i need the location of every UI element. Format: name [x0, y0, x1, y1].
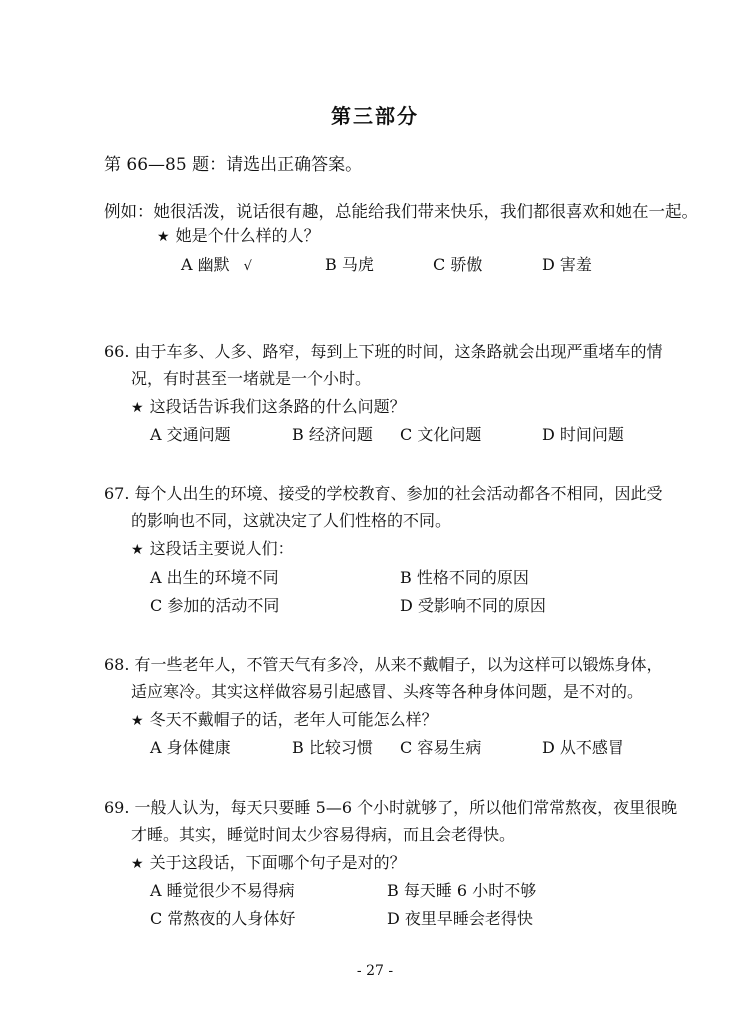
question-68-option-b: B 比较习惯 [292, 738, 373, 757]
question-68-prompt: ★ 冬天不戴帽子的话，老年人可能怎么样？ [131, 710, 438, 729]
example-option-b: B 马虎 [325, 255, 374, 274]
checkmark-icon: √ [243, 259, 252, 274]
example-label: 例如： [104, 202, 154, 221]
question-68-line-1: 68. 有一些老年人，不管天气有多冷，从来不戴帽子，以为这样可以锻炼身体， [104, 655, 663, 674]
question-66-option-c: C 文化问题 [400, 425, 482, 444]
question-67-line-2: 的影响也不同，这就决定了人们性格的不同。 [131, 511, 452, 530]
example-option-d: D 害羞 [542, 255, 592, 274]
question-69-option-b: B 每天睡 6 小时不够 [387, 881, 537, 900]
star-icon: ★ [157, 229, 170, 245]
question-67-prompt: ★ 这段话主要说人们： [131, 539, 294, 558]
star-icon: ★ [131, 542, 144, 558]
star-icon: ★ [131, 713, 144, 729]
question-69-prompt: ★ 关于这段话，下面哪个句子是对的？ [131, 853, 406, 872]
question-number: 66. [104, 342, 130, 361]
question-68-option-c: C 容易生病 [400, 738, 482, 757]
question-66-option-d: D 时间问题 [542, 425, 624, 444]
question-66-option-b: B 经济问题 [292, 425, 373, 444]
question-67-option-d: D 受影响不同的原因 [400, 596, 546, 615]
question-66-line-1: 66. 由于车多、人多、路窄，每到上下班的时间，这条路就会出现严重堵车的情 [104, 342, 663, 361]
question-number: 68. [104, 655, 130, 674]
question-69-line-2: 才睡。其实，睡觉时间太少容易得病，而且会老得快。 [131, 825, 516, 844]
question-number: 67. [104, 484, 130, 503]
star-icon: ★ [131, 400, 144, 416]
example-option-c: C 骄傲 [433, 255, 483, 274]
question-69-option-a: A 睡觉很少不易得病 [150, 881, 295, 900]
section-title: 第三部分 [331, 104, 419, 128]
question-67-option-a: A 出生的环境不同 [150, 568, 279, 587]
example-text: 她很活泼，说话很有趣，总能给我们带来快乐，我们都很喜欢和她在一起。 [153, 202, 698, 221]
question-66-option-a: A 交通问题 [150, 425, 231, 444]
question-number: 69. [104, 798, 130, 817]
question-67-option-b: B 性格不同的原因 [400, 568, 529, 587]
question-68-line-2: 适应寒冷。其实这样做容易引起感冒、头疼等各种身体问题，是不对的。 [131, 682, 644, 701]
example-question: ★ 她是个什么样的人？ [157, 226, 320, 245]
page-number: - 27 - [356, 963, 394, 979]
question-69-option-d: D 夜里早睡会老得快 [387, 909, 533, 928]
question-68-option-d: D 从不感冒 [542, 738, 624, 757]
question-66-line-2: 况，有时甚至一堵就是一个小时。 [131, 369, 372, 388]
question-67-option-c: C 参加的活动不同 [150, 596, 280, 615]
question-69-line-1: 69. 一般人认为，每天只要睡 5—6 个小时就够了，所以他们常常熬夜，夜里很晚 [104, 798, 678, 817]
question-68-option-a: A 身体健康 [150, 738, 231, 757]
example-passage [104, 198, 698, 222]
instruction: 第 66—85 题：请选出正确答案。 [104, 155, 363, 175]
question-67-line-1: 67. 每个人出生的环境、接受的学校教育、参加的社会活动都各不相同，因此受 [104, 484, 663, 503]
example-option-a: A 幽默 √ [181, 255, 252, 274]
star-icon: ★ [131, 856, 144, 872]
question-66-prompt: ★ 这段话告诉我们这条路的什么问题？ [131, 397, 406, 416]
question-69-option-c: C 常熬夜的人身体好 [150, 909, 296, 928]
